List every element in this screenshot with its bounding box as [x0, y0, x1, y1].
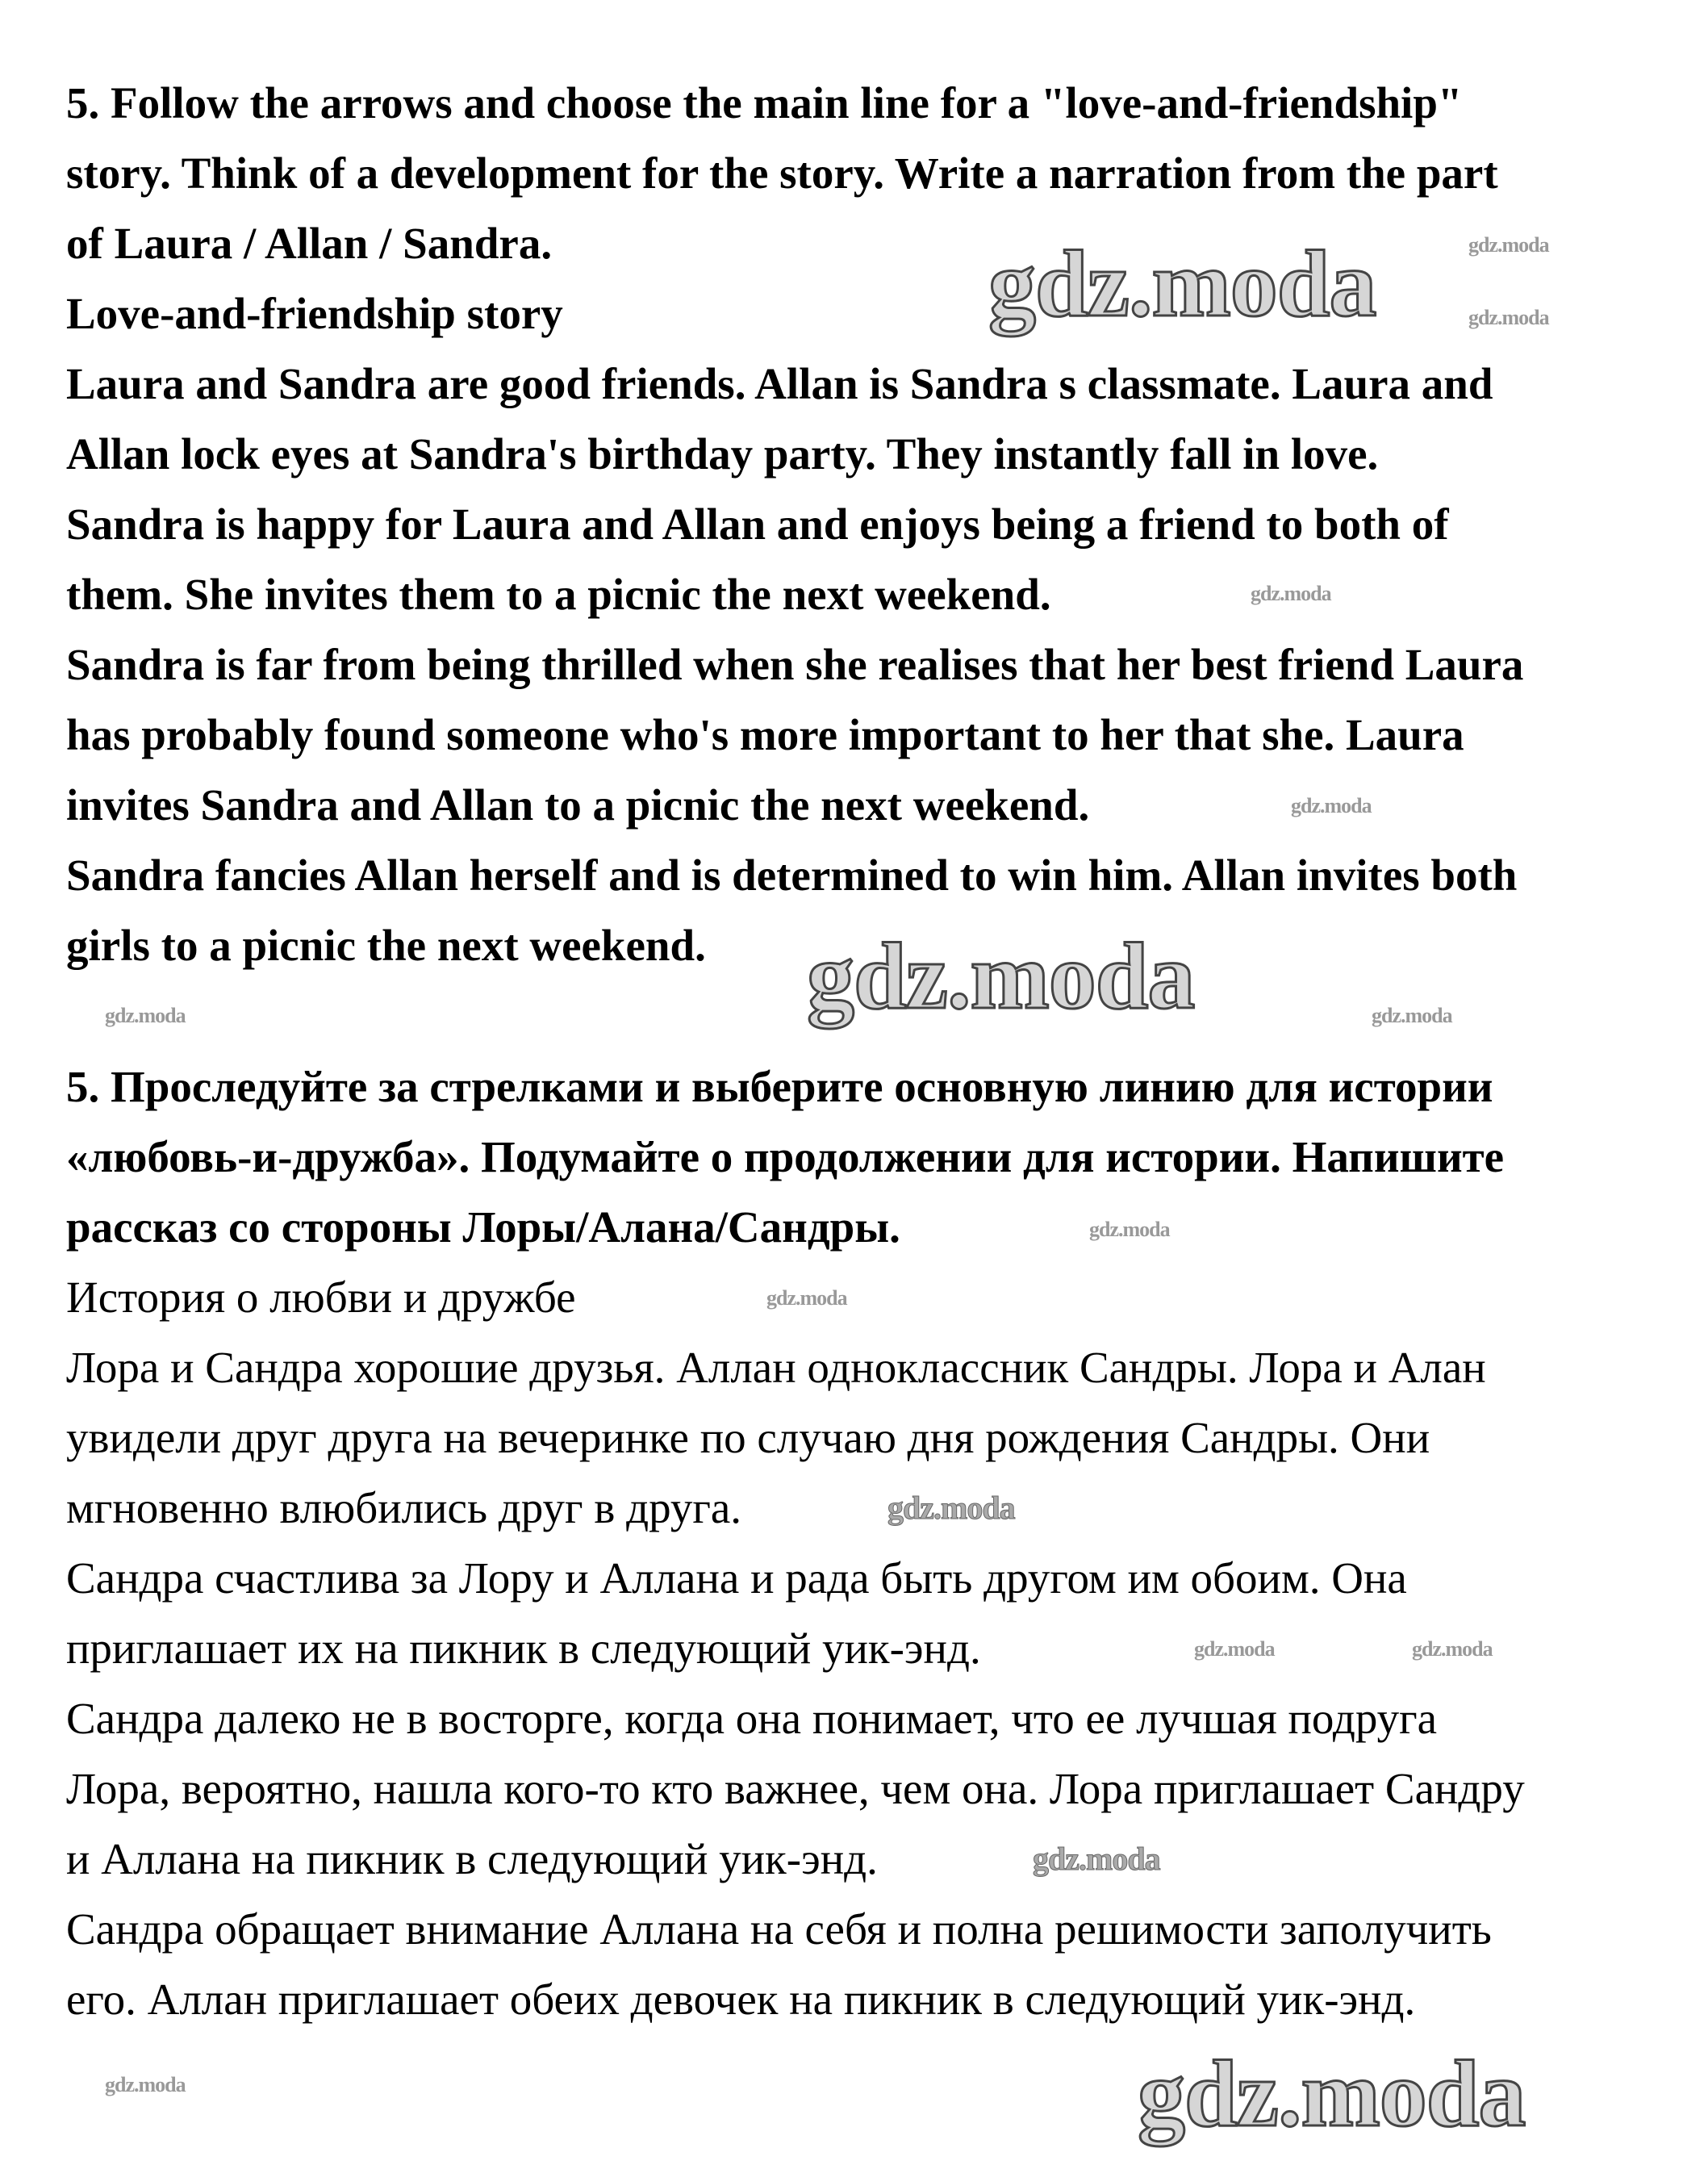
watermark: gdz.moda	[1033, 1841, 1160, 1877]
story-line: invites Sandra and Allan to a picnic the next weekend.	[66, 780, 1090, 830]
task-heading-line: рассказ со стороны Лоры/Алана/Сандры.	[66, 1202, 900, 1252]
story-line: Лора, вероятно, нашла кого-то кто важнее, чем она. Лора приглашает Сандру	[66, 1764, 1525, 1813]
watermark: gdz.moda	[105, 1004, 186, 1027]
story-line: them. She invites them to a picnic the next weekend.	[66, 570, 1051, 619]
story-line: Лора и Сандра хорошие друзья. Аллан одноклассник Сандры. Лора и Алан	[66, 1343, 1486, 1392]
watermark: gdz.moda	[1138, 2041, 1526, 2146]
task-heading-line: 5. Follow the arrows and choose the main line for a "love-and-friendship"	[66, 78, 1463, 127]
story-line: Сандра далеко не в восторге, когда она понимает, что ее лучшая подруга	[66, 1694, 1438, 1743]
watermark: gdz.moda	[105, 2073, 186, 2096]
story-line: Sandra is far from being thrilled when she realises that her best friend Laura	[66, 640, 1524, 689]
story-line: girls to a picnic the next weekend.	[66, 921, 706, 970]
story-line: Laura and Sandra are good friends. Allan is Sandra s classmate. Laura and	[66, 359, 1493, 408]
story-line: Сандра обращает внимание Аллана на себя и полна решимости заполучить	[66, 1904, 1492, 1954]
story-line: увидели друг друга на вечеринке по случаю дня рождения Сандры. Они	[66, 1413, 1430, 1462]
watermark: gdz.moda	[1194, 1637, 1275, 1661]
story-line: Sandra fancies Allan herself and is determined to win him. Allan invites both	[66, 851, 1518, 900]
watermark: gdz.moda	[766, 1286, 847, 1310]
story-title: История о любви и дружбе	[66, 1273, 576, 1322]
watermark: gdz.moda	[1089, 1218, 1170, 1241]
watermark: gdz.moda	[1412, 1637, 1493, 1661]
task-heading-line: 5. Проследуйте за стрелками и выберите основную линию для истории	[66, 1062, 1493, 1111]
task-heading-line: of Laura / Allan / Sandra.	[66, 219, 553, 268]
task-heading-line: «любовь-и-дружба». Подумайте о продолжении для истории. Напишите	[66, 1132, 1505, 1181]
story-line: мгновенно влюбились друг в друга.	[66, 1483, 742, 1532]
story-line: Sandra is happy for Laura and Allan and enjoys being a friend to both of	[66, 499, 1449, 549]
story-line: приглашает их на пикник в следующий уик-энд.	[66, 1624, 981, 1673]
story-line: Сандра счастлива за Лору и Аллана и рада быть другом им обоим. Она	[66, 1553, 1407, 1603]
watermark: gdz.moda	[1372, 1004, 1452, 1027]
watermark: gdz.moda	[807, 923, 1195, 1029]
watermark: gdz.moda	[988, 231, 1376, 336]
watermark: gdz.moda	[1468, 306, 1549, 329]
story-line: его. Аллан приглашает обеих девочек на пикник в следующий уик-энд.	[66, 1975, 1416, 2024]
watermark: gdz.moda	[1291, 794, 1372, 817]
story-title: Love-and-friendship story	[66, 289, 563, 338]
story-line: и Аллана на пикник в следующий уик-энд.	[66, 1834, 878, 1883]
story-line: has probably found someone who's more important to her that she. Laura	[66, 710, 1464, 759]
watermark: gdz.moda	[1468, 233, 1549, 257]
task-heading-line: story. Think of a development for the story. Write a narration from the part	[66, 148, 1498, 198]
story-line: Allan lock eyes at Sandra's birthday party. They instantly fall in love.	[66, 429, 1379, 479]
watermark: gdz.moda	[1251, 582, 1331, 605]
watermark: gdz.moda	[887, 1490, 1015, 1526]
